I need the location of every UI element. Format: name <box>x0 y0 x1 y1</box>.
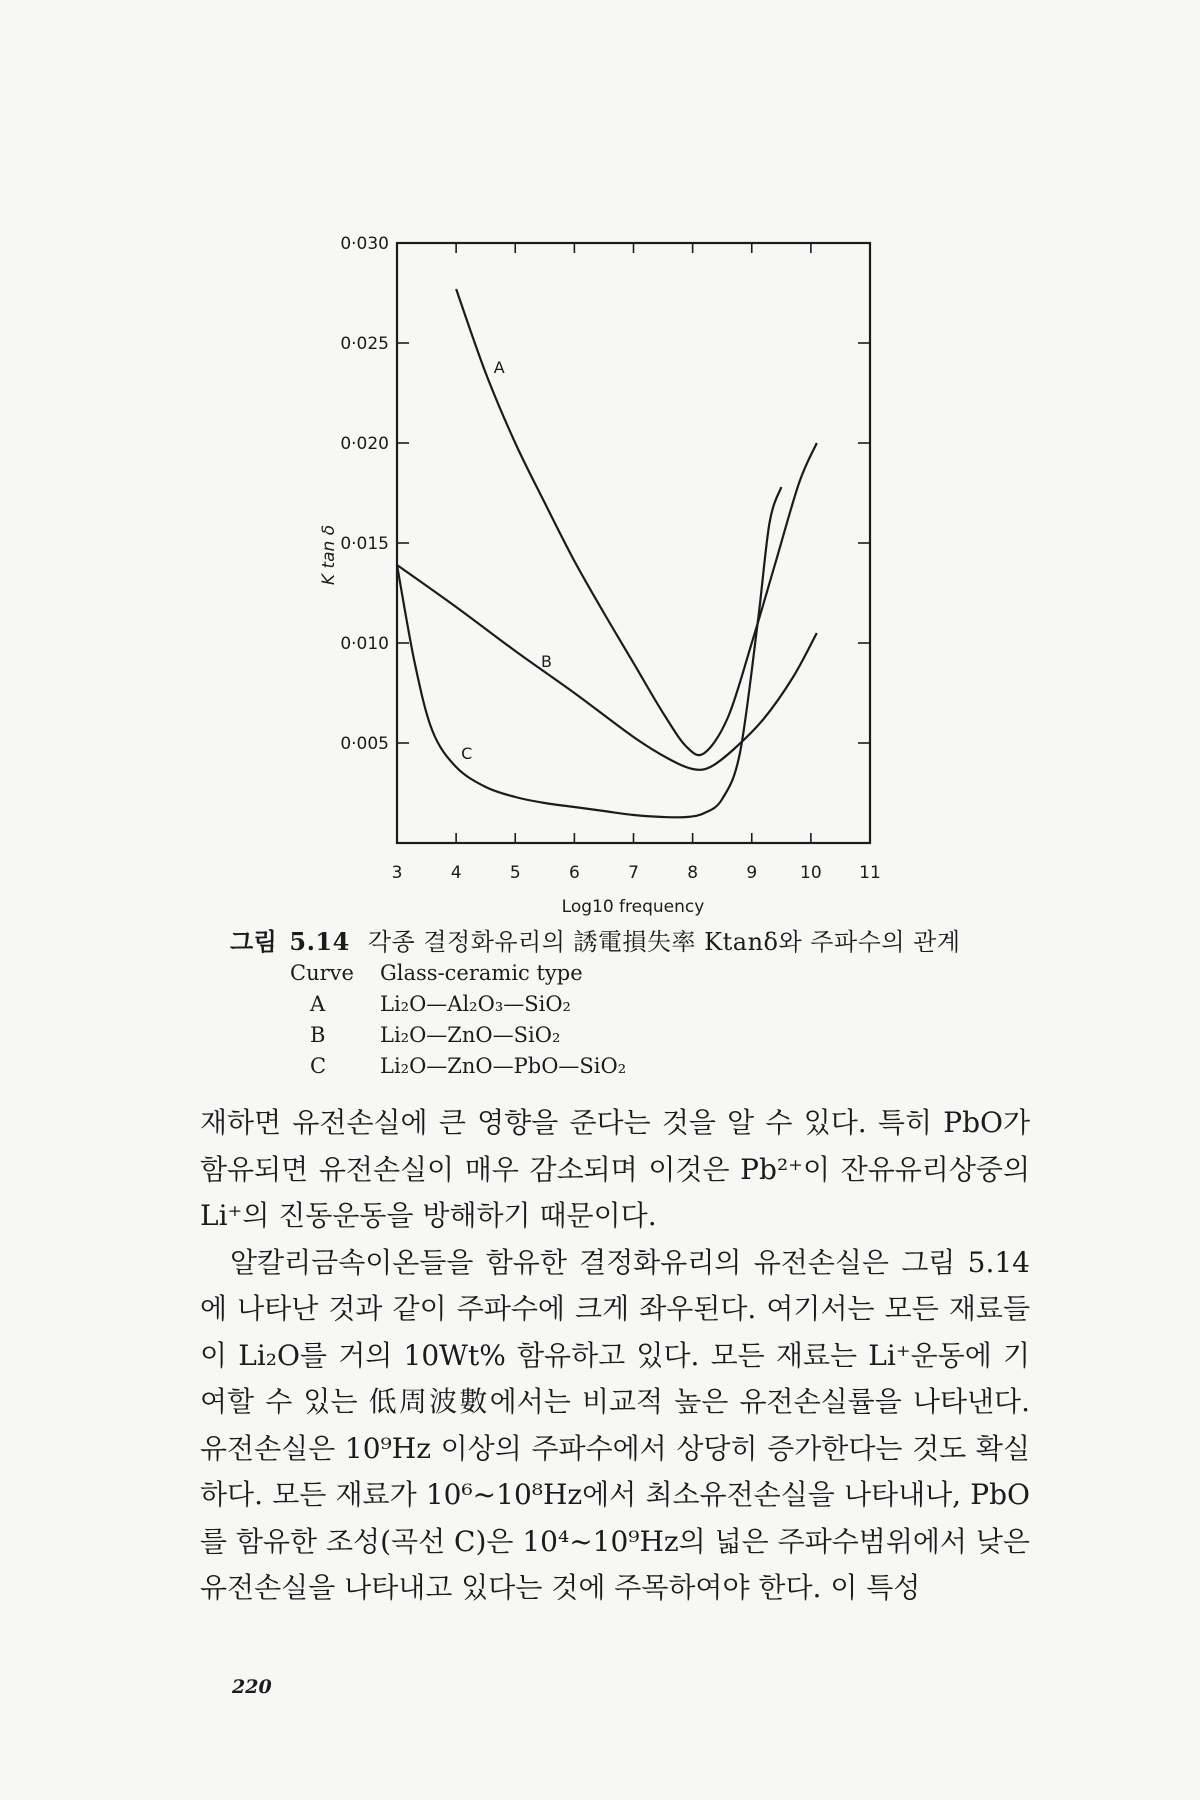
curve-label-b: B <box>540 652 552 671</box>
curve-label-a: A <box>493 358 505 377</box>
y-tick-label: 0·010 <box>340 634 389 654</box>
curve-labels <box>461 358 552 763</box>
curves <box>397 289 817 817</box>
caption-number: 5.14 <box>289 927 350 956</box>
x-tick-label: 7 <box>628 863 639 883</box>
body-text <box>200 1100 1030 1612</box>
y-tick-label: 0·020 <box>340 434 389 454</box>
x-tick-label: 10 <box>800 863 822 883</box>
y-tick-labels <box>340 234 389 754</box>
legend-row <box>290 989 626 1020</box>
legend-type-a: Li₂O—Al₂O₃—SiO₂ <box>380 992 571 1016</box>
x-tick-label: 5 <box>509 863 521 883</box>
x-axis-label: Log10 frequency <box>561 897 705 917</box>
curve-c <box>397 487 781 817</box>
legend-curve-a: A <box>310 992 326 1016</box>
x-tick-label: 8 <box>687 863 699 883</box>
curve-a <box>456 289 817 755</box>
legend-header-curve: Curve <box>290 961 354 985</box>
x-tick-labels <box>392 863 881 883</box>
y-axis-label: K tan δ <box>319 524 339 586</box>
legend-header <box>290 958 626 989</box>
y-tick-label: 0·005 <box>340 734 389 754</box>
page-number: 220 <box>232 1676 272 1698</box>
x-tick-label: 4 <box>450 863 462 883</box>
caption-label: 그림 <box>230 927 278 956</box>
legend-type-c: Li₂O—ZnO—PbO—SiO₂ <box>380 1054 627 1078</box>
curve-label-c: C <box>461 744 473 763</box>
y-tick-label: 0·030 <box>340 234 389 254</box>
y-tick-label: 0·015 <box>340 534 389 554</box>
legend-row <box>290 1020 626 1051</box>
legend-header-type: Glass-ceramic type <box>380 961 583 985</box>
legend-curve-c: C <box>310 1054 327 1078</box>
x-tick-label: 9 <box>746 863 758 883</box>
x-tick-label: 3 <box>391 863 403 883</box>
legend-table <box>290 958 626 1082</box>
x-tick-label: 6 <box>568 863 580 883</box>
paragraph-2: 알칼리금속이온들을 함유한 결정화유리의 유전손실은 그림 5.14에 나타난 것과 같이 주파수에 크게 좌우된다. 여기서는 모든 재료들이 Li₂O를 거의 10Wt% 함유하고 있다. 모든 재료는 Li⁺운동에 기여할 수 있는 低周波數에서는 비교적 높은 유전손실률을 나타낸다. 유전손실은 10⁹Hz 이상의 주파수에서 상당히 증가한다는 것도 확실하다. 모든 재료가 10⁶~10⁸Hz에서 최소유전손실을 나타내나, PbO를 함유한 조성(곡선 C)은 10⁴~10⁹Hz의 넓은 주파수범위에서 낮은 유전손실을 나타내고 있다는 것에 주목하여야 한다. 이 특성 <box>200 1245 1030 1604</box>
curve-b <box>397 565 817 770</box>
caption-text: 각종 결정화유리의 誘電損失率 Ktanδ와 주파수의 관계 <box>367 928 961 956</box>
legend-row <box>290 1051 626 1082</box>
y-tick-label: 0·025 <box>340 334 389 354</box>
figure-caption <box>230 925 990 959</box>
paragraph-1: 재하면 유전손실에 큰 영향을 준다는 것을 알 수 있다. 특히 PbO가 함유되면 유전손실이 매우 감소되며 이것은 Pb²⁺이 잔유유리상중의 Li⁺의 진동운동을 방해하기 때문이다. <box>200 1106 1030 1232</box>
x-tick-label: 11 <box>859 863 881 883</box>
legend-type-b: Li₂O—ZnO—SiO₂ <box>380 1023 561 1047</box>
legend-curve-b: B <box>310 1023 326 1047</box>
